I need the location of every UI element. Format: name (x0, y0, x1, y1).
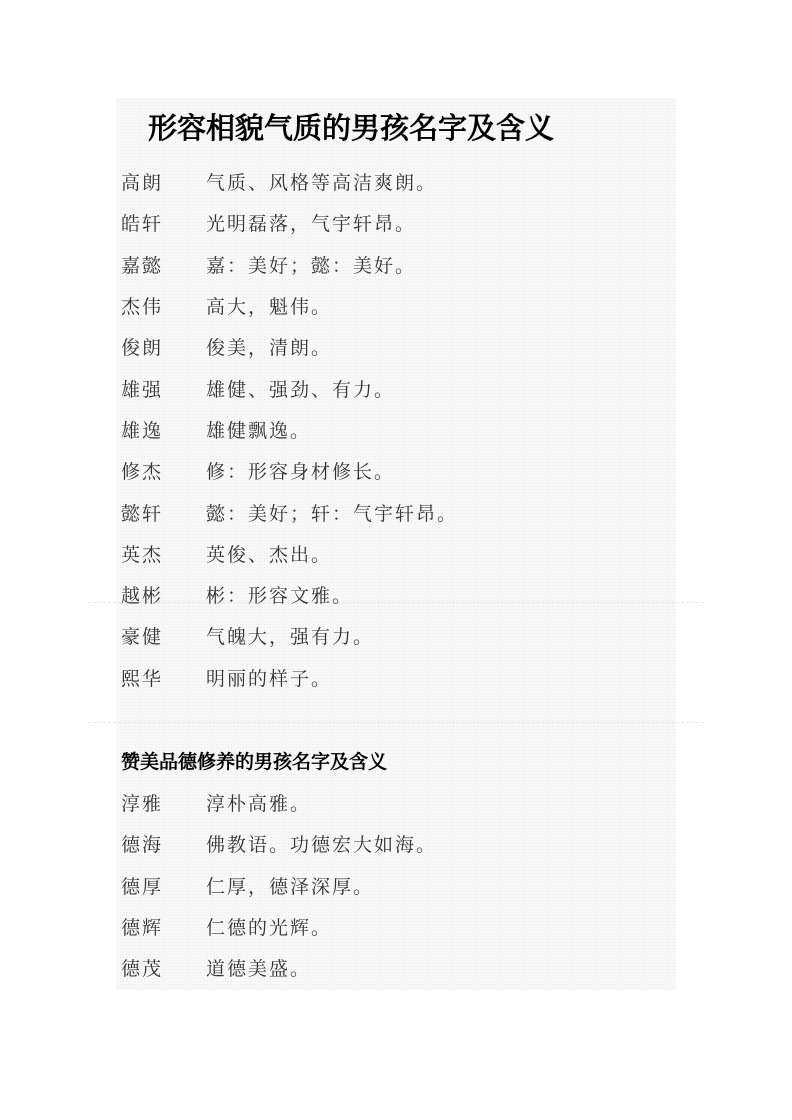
list-item (121, 823, 437, 864)
list-item (121, 326, 458, 367)
entry-meaning: 仁厚，德泽深厚。 (206, 875, 375, 898)
entry-name: 雄逸 (121, 419, 164, 442)
list-item (121, 285, 458, 326)
entry-name: 德厚 (121, 875, 164, 898)
entry-meaning: 彬：形容文雅。 (206, 585, 354, 608)
list-item (121, 906, 437, 947)
entry-name: 淳雅 (121, 793, 164, 816)
entry-meaning: 雄健、强劲、有力。 (206, 378, 396, 401)
list-item (121, 409, 458, 450)
list-item (121, 782, 437, 823)
name-list-virtue (121, 782, 437, 988)
entry-name: 杰伟 (121, 296, 164, 319)
entry-name: 熙华 (121, 667, 164, 690)
list-item (121, 450, 458, 491)
entry-name: 德茂 (121, 958, 164, 981)
entry-meaning: 英俊、杰出。 (206, 543, 333, 566)
entry-meaning: 淳朴高雅。 (206, 793, 312, 816)
list-item (121, 657, 458, 698)
entry-meaning: 仁德的光辉。 (206, 917, 333, 940)
section-title: 赞美品德修养的男孩名字及含义 (121, 751, 388, 773)
list-item (121, 574, 458, 615)
entry-meaning: 道德美盛。 (206, 958, 312, 981)
entry-name: 越彬 (121, 585, 164, 608)
entry-meaning: 气魄大，强有力。 (206, 626, 375, 649)
entry-meaning: 俊美，清朗。 (206, 337, 333, 360)
entry-name: 德海 (121, 834, 164, 857)
entry-name: 豪健 (121, 626, 164, 649)
entry-meaning: 佛教语。功德宏大如海。 (206, 834, 438, 857)
entry-name: 修杰 (121, 461, 164, 484)
entry-meaning: 气质、风格等高洁爽朗。 (206, 172, 438, 195)
list-item (121, 615, 458, 656)
page-title: 形容相貌气质的男孩名字及含义 (148, 111, 555, 145)
entry-name: 雄强 (121, 378, 164, 401)
list-item (121, 244, 458, 285)
entry-meaning: 修：形容身材修长。 (206, 461, 396, 484)
entry-meaning: 懿：美好；轩：气宇轩昂。 (206, 502, 459, 525)
entry-meaning: 高大，魁伟。 (206, 296, 333, 319)
entry-meaning: 明丽的样子。 (206, 667, 333, 690)
entry-name: 皓轩 (121, 213, 164, 236)
entry-meaning: 光明磊落，气宇轩昂。 (206, 213, 417, 236)
divider (88, 722, 704, 723)
entry-name: 嘉懿 (121, 254, 164, 277)
entry-name: 懿轩 (121, 502, 164, 525)
entry-name: 德辉 (121, 917, 164, 940)
list-item (121, 533, 458, 574)
list-item (121, 367, 458, 408)
entry-name: 英杰 (121, 543, 164, 566)
name-list-appearance (121, 161, 458, 698)
list-item (121, 947, 437, 988)
list-item (121, 161, 458, 202)
list-item (121, 202, 458, 243)
entry-meaning: 嘉：美好；懿：美好。 (206, 254, 417, 277)
entry-meaning: 雄健飘逸。 (206, 419, 312, 442)
list-item (121, 491, 458, 532)
entry-name: 俊朗 (121, 337, 164, 360)
entry-name: 高朗 (121, 172, 164, 195)
list-item (121, 865, 437, 906)
